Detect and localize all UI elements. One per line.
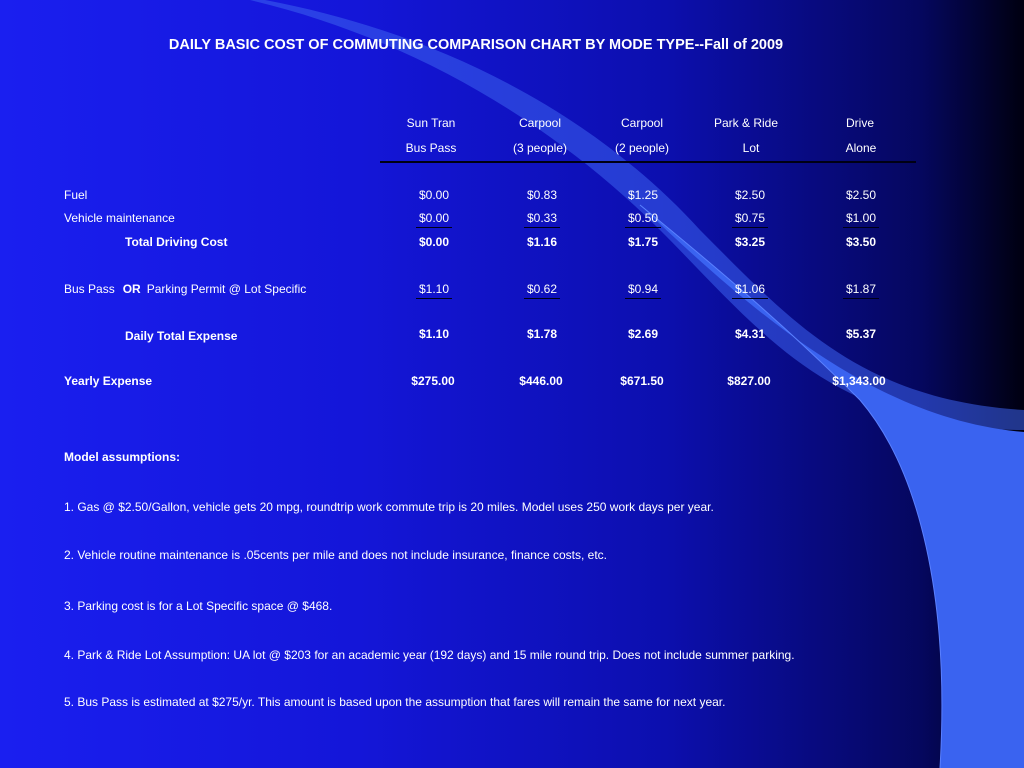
column-header-bus-pass-line1: Sun Tran [406, 116, 456, 130]
row-label-yearly-expense: Yearly Expense [64, 374, 153, 388]
page-title: DAILY BASIC COST OF COMMUTING COMPARISON CHART BY MODE TYPE--Fall of 2009 [168, 37, 784, 53]
underlined-value: $0.62 [524, 282, 560, 299]
table-cell: $4.31 [734, 327, 766, 341]
table-cell [710, 211, 790, 228]
header-divider [380, 161, 916, 163]
column-header-carpool2-line2: (2 people) [614, 141, 670, 155]
column-header-park-ride-line2: Lot [742, 141, 760, 155]
label-bus-pass: Bus Pass [64, 282, 115, 296]
row-label-total-driving-cost: Total Driving Cost [125, 235, 228, 249]
column-header-park-ride-line1: Park & Ride [713, 116, 779, 130]
table-cell: $275.00 [411, 374, 455, 388]
table-cell [603, 282, 683, 299]
table-cell: $2.50 [734, 188, 766, 202]
table-cell: $5.37 [845, 327, 877, 341]
table-cell: $3.50 [845, 235, 877, 249]
assumption-item: 3. Parking cost is for a Lot Specific space @ $468. [64, 599, 333, 613]
row-label-vehicle-maintenance: Vehicle maintenance [64, 211, 175, 225]
table-cell: $671.50 [620, 374, 664, 388]
label-parking-permit: Parking Permit @ Lot Specific [146, 282, 307, 296]
table-cell: $827.00 [727, 374, 771, 388]
underlined-value: $1.06 [732, 282, 768, 299]
column-header-carpool3-line1: Carpool [518, 116, 562, 130]
underlined-value: $0.94 [625, 282, 661, 299]
underlined-value: $1.87 [843, 282, 879, 299]
table-cell [821, 211, 901, 228]
table-cell: $1.25 [627, 188, 659, 202]
assumption-item: 5. Bus Pass is estimated at $275/yr. This amount is based upon the assumption that fares will remain the same for next year. [64, 695, 726, 709]
table-cell: $446.00 [519, 374, 563, 388]
table-cell [394, 282, 474, 299]
table-cell: $1.10 [418, 327, 450, 341]
table-cell: $1.16 [526, 235, 558, 249]
table-cell: $1.78 [526, 327, 558, 341]
underlined-value: $0.00 [416, 211, 452, 228]
assumption-item: 4. Park & Ride Lot Assumption: UA lot @ $203 for an academic year (192 days) and 15 mile round trip. Does not include summer parking. [64, 648, 795, 662]
underlined-value: $0.50 [625, 211, 661, 228]
row-label-daily-total-expense: Daily Total Expense [125, 329, 238, 343]
table-cell: $1,343.00 [832, 374, 886, 388]
table-cell: $2.50 [845, 188, 877, 202]
table-cell: $3.25 [734, 235, 766, 249]
table-cell [502, 211, 582, 228]
table-cell: $0.00 [418, 235, 450, 249]
table-cell: $2.69 [627, 327, 659, 341]
underlined-value: $1.00 [843, 211, 879, 228]
table-cell [603, 211, 683, 228]
column-header-drive-alone-line2: Alone [845, 141, 877, 155]
label-or: OR [122, 282, 141, 296]
table-cell: $0.00 [418, 188, 450, 202]
column-header-carpool3-line2: (3 people) [512, 141, 568, 155]
table-cell [394, 211, 474, 228]
table-cell [502, 282, 582, 299]
underlined-value: $1.10 [416, 282, 452, 299]
row-label-bus-pass-or-parking [64, 282, 306, 296]
assumption-item: 1. Gas @ $2.50/Gallon, vehicle gets 20 mpg, roundtrip work commute trip is 20 miles. Model uses 250 work days per year. [64, 500, 714, 514]
underlined-value: $0.33 [524, 211, 560, 228]
table-cell [821, 282, 901, 299]
row-label-fuel: Fuel [64, 188, 88, 202]
table-cell: $1.75 [627, 235, 659, 249]
assumptions-heading: Model assumptions: [64, 450, 181, 464]
column-header-drive-alone-line1: Drive [845, 116, 874, 130]
underlined-value: $0.75 [732, 211, 768, 228]
column-header-carpool2-line1: Carpool [620, 116, 664, 130]
table-cell [710, 282, 790, 299]
assumption-item: 2. Vehicle routine maintenance is .05cents per mile and does not include insurance, finance costs, etc. [64, 548, 607, 562]
column-header-bus-pass-line2: Bus Pass [405, 141, 457, 155]
table-cell: $0.83 [526, 188, 558, 202]
